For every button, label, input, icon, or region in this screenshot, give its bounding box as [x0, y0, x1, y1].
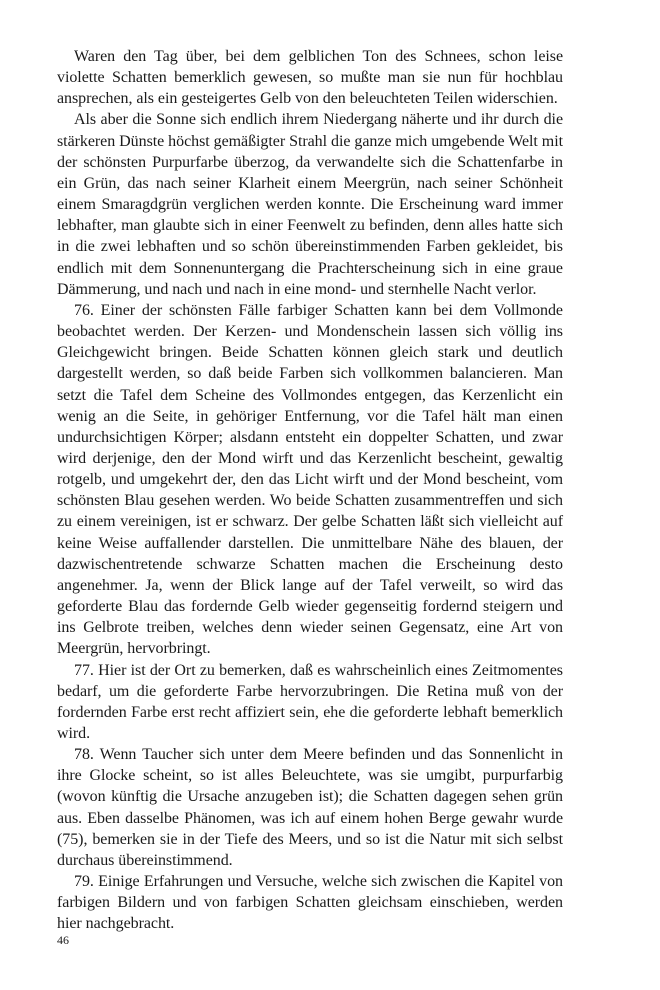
paragraph-77: 77. Hier ist der Ort zu bemerken, daß es wahrscheinlich eines Zeitmomentes bedarf, um die geforderte Farbe hervorzubringen. Die Retina muß von der fordernden Farbe erst recht affiziert sein, ehe die geforderte lebhaft bemerklich wird. — [57, 661, 563, 742]
paragraph-snow-violet-shadows: Waren den Tag über, bei dem gelblichen Ton des Schnees, schon leise violette Schatten bemerklich gewesen, so mußte man sie nun für hochblau ansprechen, als ein gesteigertes Gelb von den beleuchteten Teilen widerschien. — [57, 48, 563, 108]
page-number: 46 — [57, 933, 69, 947]
paragraph-78: 78. Wenn Taucher sich unter dem Meere befinden und das Sonnenlicht in ihre Glocke scheint, so ist alles Beleuchtete, was sie umgibt, purpurfarbig (wovon künftig die Ursache anzugeben ist); die Schatten dagegen sehen grün aus. Eben dasselbe Phänomen, was ich auf einem hohen Berge gewahr wurde (75), bemerken sie in der Tiefe des Meers, und so ist die Natur mit sich selbst durchaus übereinstimmend. — [57, 746, 563, 869]
paragraph-76: 76. Einer der schönsten Fälle farbiger Schatten kann bei dem Vollmonde beobachtet werden. Der Kerzen- und Mondenschein lassen sich völlig ins Gleichgewicht bringen. Beide Schatten können gleich stark und deutlich dargestellt werden, so daß beide Farben sich vollkommen balancieren. Man setzt die Tafel dem Scheine des Vollmondes entgegen, das Kerzenlicht ein wenig an die Seite, in gehöriger Entfernung, vor die Tafel hält man einen undurchsichtigen Körper; alsdann entsteht ein doppelter Schatten, und zwar wird derjenige, den der Mond wirft und das Kerzenlicht bescheint, gewaltig rotgelb, und umgekehrt der, den das Licht wirft und der Mond bescheint, vom schönsten Blau gesehen werden. Wo beide Schatten zusammentreffen und sich zu einem vereinigen, ist er schwarz. Der gelbe Schatten läßt sich vielleicht auf keine Weise auffallender darstellen. Die unmittelbare Nähe des blauen, der dazwischentretende schwarze Schatten machen die Erscheinung desto angenehmer. Ja, wenn der Blick lange auf der Tafel verweilt, so wird das geforderte Blau das fordernde Gelb wieder gegenseitig fordernd steigern und ins Gelbrote treiben, welches denn wieder seinen Gegensatz, eine Art von Meergrün, hervorbringt. — [57, 301, 563, 658]
paragraph-sunset-green-shadows: Als aber die Sonne sich endlich ihrem Niedergang näherte und ihr durch die stärkeren Dünste höchst gemäßigter Strahl die ganze mich umgebende Welt mit der schönsten Purpurfarbe überzog, da verwandelte sich die Schattenfarbe in ein Grün, das nach seiner Klarheit einem Meergrün, nach seiner Schönheit einem Smaragdgrün verglichen werden konnte. Die Erscheinung ward immer lebhafter, man glaubte sich in einer Feenwelt zu befinden, denn alles hatte sich in die zwei lebhaften und so schön übereinstimmenden Farben gekleidet, bis endlich mit dem Sonnenuntergang die Prachterscheinung sich in eine graue Dämmerung, und nach und nach in eine mond- und sternhelle Nacht verlor. — [57, 111, 563, 298]
page-body — [57, 46, 563, 935]
paragraph-79: 79. Einige Erfahrungen und Versuche, welche sich zwischen die Kapitel von farbigen Bildern und von farbigen Schatten gleichsam einschieben, werden hier nachgebracht. — [57, 873, 563, 933]
